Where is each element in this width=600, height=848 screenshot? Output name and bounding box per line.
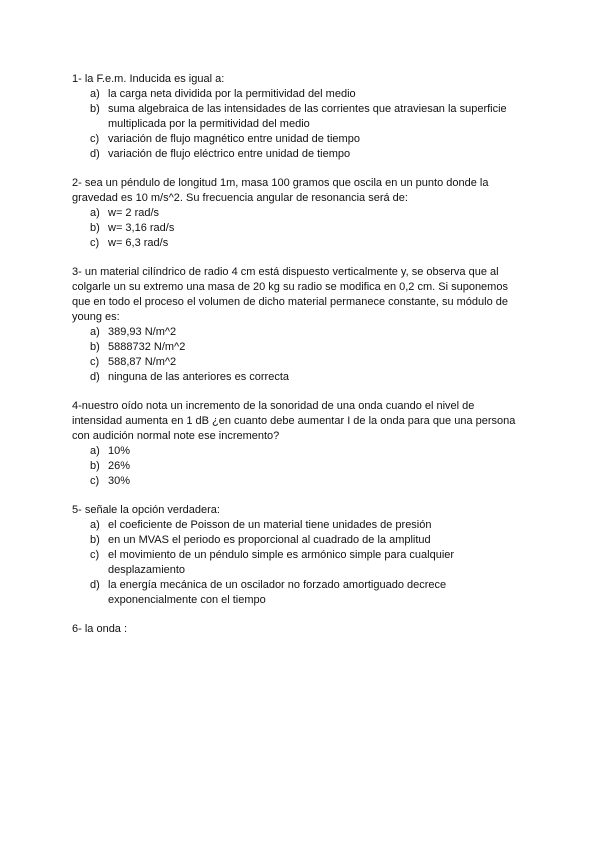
option-text: variación de flujo eléctrico entre unidad de tiempo <box>108 148 351 160</box>
option-item <box>72 147 520 162</box>
question-stem: 5- señale la opción verdadera: <box>72 504 220 516</box>
option-item <box>72 132 520 147</box>
option-item <box>72 221 520 236</box>
option-item <box>72 474 520 489</box>
option-text: w= 6,3 rad/s <box>108 237 169 249</box>
option-item <box>72 87 520 102</box>
question-stem: 1- la F.e.m. Inducida es igual a: <box>72 73 225 85</box>
option-list <box>72 206 520 251</box>
question-stem: 3- un material cilíndrico de radio 4 cm está dispuesto verticalmente y, se observa que al colgarle un su extremo una masa de 20 kg su radio se modifica en 0,2 cm. Si suponemos que en todo el proceso el volumen de dicho material permanece constante, su módulo de young es: <box>72 266 508 323</box>
option-item <box>72 370 520 385</box>
option-text: el coeficiente de Poisson de un material tiene unidades de presión <box>108 519 432 531</box>
option-text: la energía mecánica de un oscilador no forzado amortiguado decrece exponencialmente con el tiempo <box>108 579 447 606</box>
option-label: a) <box>90 207 100 219</box>
option-label: d) <box>90 579 100 591</box>
option-text: 588,87 N/m^2 <box>108 356 177 368</box>
option-label: c) <box>90 356 100 368</box>
option-text: w= 3,16 rad/s <box>108 222 175 234</box>
question-2 <box>72 176 520 251</box>
option-label: a) <box>90 88 100 100</box>
question-stem: 6- la onda : <box>72 623 128 635</box>
option-text: el movimiento de un péndulo simple es armónico simple para cualquier desplazamiento <box>108 549 455 576</box>
option-item <box>72 102 520 132</box>
option-label: c) <box>90 237 100 249</box>
question-4 <box>72 399 520 489</box>
option-text: la carga neta dividida por la permitividad del medio <box>108 88 356 100</box>
option-label: b) <box>90 534 100 546</box>
question-3 <box>72 265 520 385</box>
option-text: w= 2 rad/s <box>108 207 160 219</box>
option-label: b) <box>90 103 100 115</box>
option-item <box>72 533 520 548</box>
option-item <box>72 444 520 459</box>
option-text: en un MVAS el periodo es proporcional al cuadrado de la amplitud <box>108 534 431 546</box>
option-text: variación de flujo magnético entre unidad de tiempo <box>108 133 360 145</box>
option-label: c) <box>90 133 100 145</box>
option-item <box>72 578 520 608</box>
option-label: a) <box>90 326 100 338</box>
option-label: b) <box>90 222 100 234</box>
option-text: 389,93 N/m^2 <box>108 326 177 338</box>
option-list <box>72 325 520 385</box>
question-1 <box>72 72 520 162</box>
option-item <box>72 340 520 355</box>
option-list <box>72 518 520 608</box>
option-label: b) <box>90 460 100 472</box>
option-item <box>72 459 520 474</box>
option-label: c) <box>90 549 100 561</box>
option-text: 26% <box>108 460 131 472</box>
option-label: b) <box>90 341 100 353</box>
option-item <box>72 355 520 370</box>
option-item <box>72 548 520 578</box>
option-text: ninguna de las anteriores es correcta <box>108 371 289 383</box>
option-label: a) <box>90 445 100 457</box>
option-item <box>72 518 520 533</box>
option-text: 30% <box>108 475 131 487</box>
question-stem: 4-nuestro oído nota un incremento de la sonoridad de una onda cuando el nivel de intensidad aumenta en 1 dB ¿en cuanto debe aumentar I de la onda para que una persona con audición normal note ese incremento? <box>72 400 516 442</box>
question-stem: 2- sea un péndulo de longitud 1m, masa 100 gramos que oscila en un punto donde la gravedad es 10 m/s^2. Su frecuencia angular de resonancia será de: <box>72 177 489 204</box>
option-item <box>72 206 520 221</box>
option-label: d) <box>90 148 100 160</box>
option-label: d) <box>90 371 100 383</box>
option-item <box>72 325 520 340</box>
option-text: suma algebraica de las intensidades de las corrientes que atraviesan la superficie multiplicada por la permitividad del medio <box>108 103 507 130</box>
option-text: 5888732 N/m^2 <box>108 341 186 353</box>
option-list <box>72 87 520 162</box>
question-6 <box>72 622 520 637</box>
option-list <box>72 444 520 489</box>
question-5 <box>72 503 520 608</box>
option-item <box>72 236 520 251</box>
option-text: 10% <box>108 445 131 457</box>
option-label: c) <box>90 475 100 487</box>
option-label: a) <box>90 519 100 531</box>
